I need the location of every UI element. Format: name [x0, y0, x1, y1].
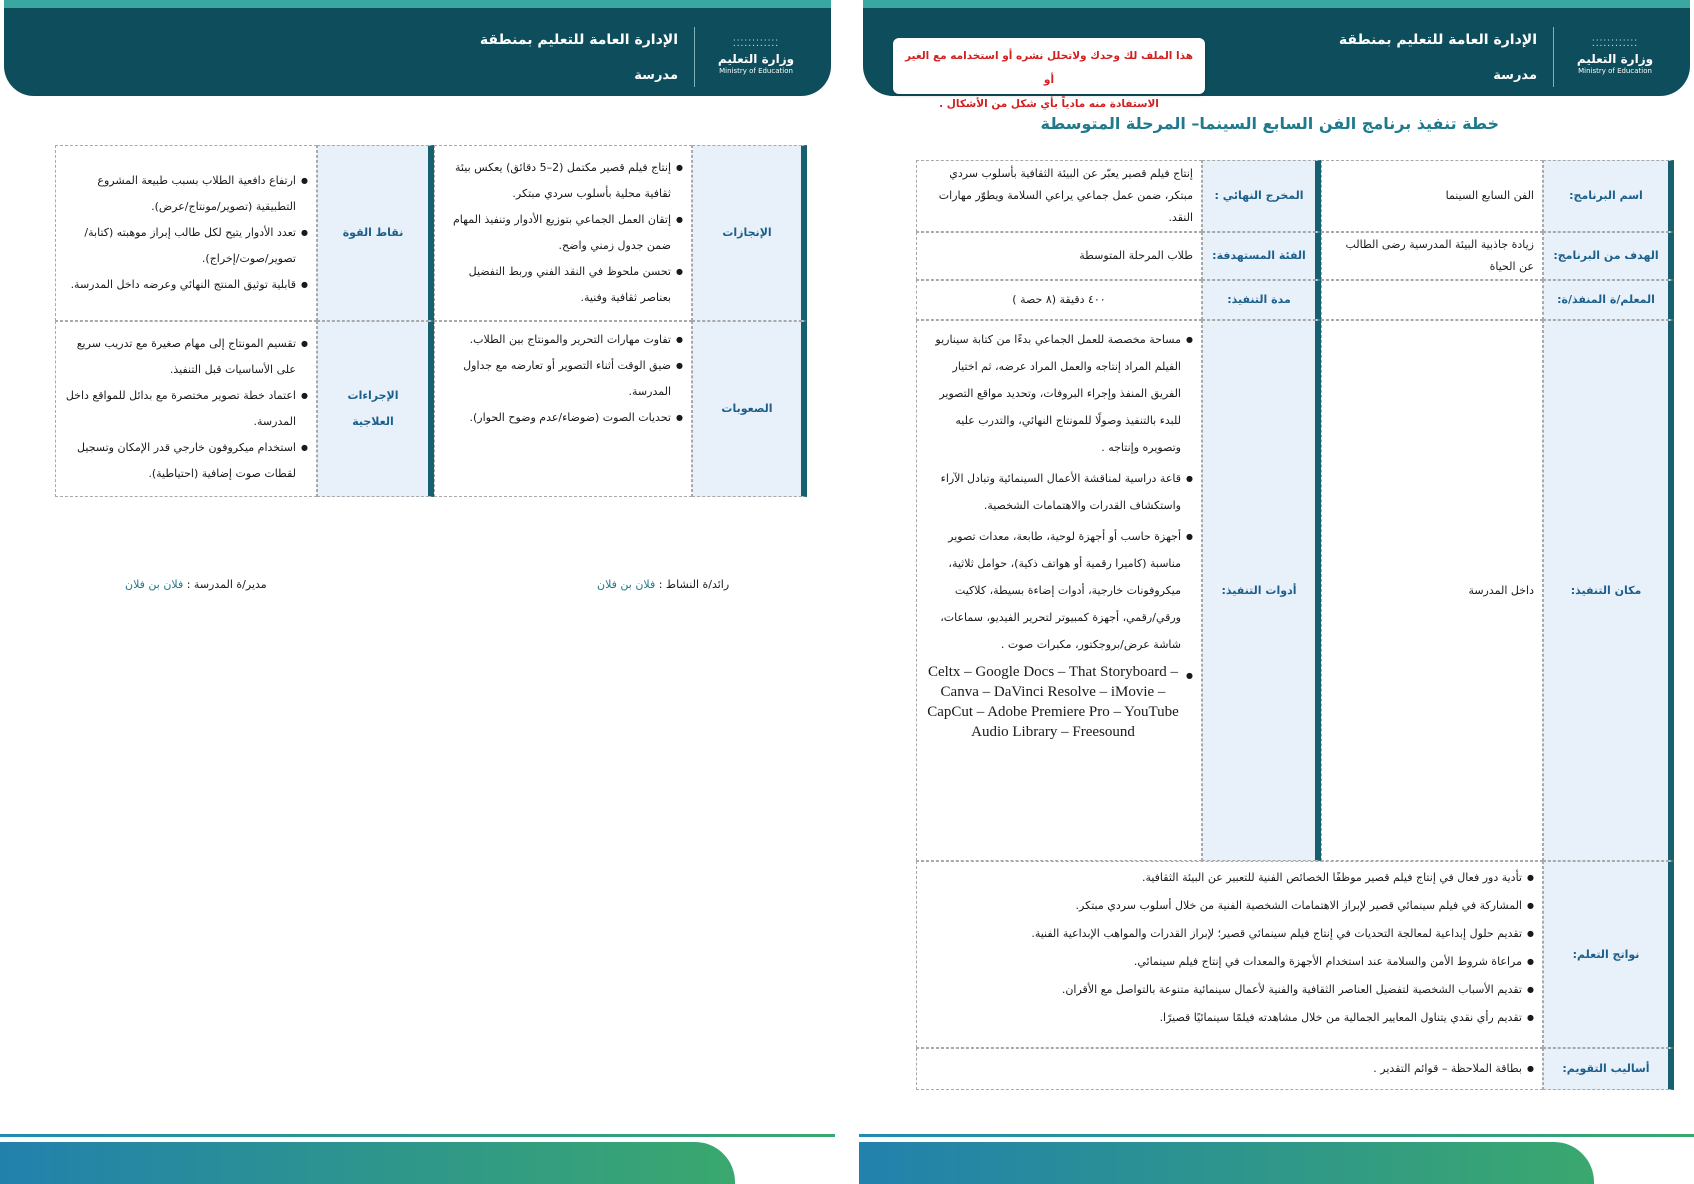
remedial-cell — [55, 321, 317, 497]
table-row: المعلم/ة المنفذ/ة: مدة التنفيذ: ٤٠٠ دقيقة (٨ حصة ) — [916, 280, 1674, 320]
tools-list — [925, 326, 1193, 746]
header-divider — [694, 27, 695, 87]
logo-dots-icon: ⁚⁚⁚⁚⁚⁚⁚⁚⁚⁚⁚⁚ — [732, 38, 780, 49]
tools-cell — [916, 320, 1202, 861]
ministry-logo: ⁚⁚⁚⁚⁚⁚⁚⁚⁚⁚⁚⁚ وزارة التعليم Ministry of Education — [717, 38, 795, 75]
review-page — [0, 0, 835, 1184]
list-item: ● تقديم حلول إبداعية لمعالجة التحديات في إنتاج فيلم سينمائي قصير؛ لإبراز القدرات والمواهب الإبداعية الفنية. — [925, 923, 1534, 945]
list-item: ● تقديم الأسباب الشخصية لتفضيل العناصر الثقافية والفنية لأعمال سينمائية متنوعة بالتواصل مع الأقران. — [925, 979, 1534, 1001]
target-group: طلاب المرحلة المتوسطة — [916, 232, 1202, 280]
list-item: ● تقديم رأي نقدي يتناول المعايير الجمالية من خلال مشاهدته فيلمًا سينمائيًا قصيرًا. — [925, 1007, 1534, 1029]
list-item: ● بطاقة الملاحظة – قوائم التقدير . — [1373, 1058, 1534, 1080]
list-item: ● تحديات الصوت (ضوضاء/عدم وضوح الحوار). — [443, 405, 683, 431]
table-row: أساليب التقويم: ● بطاقة الملاحظة – قوائم التقدير . — [916, 1048, 1674, 1090]
table-row: الإنجازات ● إنتاج فيلم قصير مكتمل (2–5 دقائق) يعكس بيئة ثقافية محلية بأسلوب سردي مبتكر. ● إتقان العمل الجماعي بتوزيع الأدوار وتنفيذ المهام ضمن جدول زمني واضح. ● تحسن ملحوظ في النقد الفني وربط التفضيل بعناصر ثقافية وفنية. نقاط القوة ● ارتفاع دافعية الطلاب بسبب طبيعة المشروع التطبيقية (تصوير/مونتاج/عرض). ● تعدد الأدوار يتيح لكل طالب إبراز موهبته (كتابة/تصوير/صوت/إخراج). ● قابلية توثيق المنتج النهائي وعرضه داخل المدرسة. — [55, 145, 807, 321]
plan-table — [916, 160, 1674, 1090]
table-row: نواتج التعلم: ● تأدية دور فعال في إنتاج فيلم قصير موظفًا الخصائص الفنية للتعبير عن البيئة الثقافية. ● المشاركة في فيلم سينمائي قصير لإبراز الاهتمامات الشخصية الفنية من خلال أسلوب سردي مبتكر. ● تقديم حلول إبداعية لمعالجة التحديات في إنتاج فيلم سينمائي قصير؛ لإبراز القدرات والمواهب الإبداعية الفنية. ● مراعاة شروط الأمن والسلامة عند استخدام الأجهزة والمعدات في إنتاج فيلم سينمائي. ● تقديم الأسباب الشخصية لتفضيل العناصر الثقافية والفنية لأعمال سينمائية متنوعة بالتواصل مع الأقران. ● تقديم رأي نقدي يتناول المعايير الجمالية من خلال مشاهدته فيلمًا سينمائيًا قصيرًا. — [916, 861, 1674, 1048]
table-row: الهدف من البرنامج: زيادة جاذبية البيئة المدرسية رضى الطالب عن الحياة الفئة المستهدفة: طلاب المرحلة المتوسطة — [916, 232, 1674, 280]
list-item: ● قابلية توثيق المنتج النهائي وعرضه داخل المدرسة. — [64, 272, 308, 298]
list-item: ● مساحة مخصصة للعمل الجماعي بدءًا من كتابة سيناريو الفيلم المراد إنتاجه والعمل المراد عرضه، ثم اختيار الفريق المنفذ وإجراء البروفات، وتحديد مواقع التصوير للبدء بالتنفيذ وصولًا للمونتاج النهائي، والتدرب عليه وتصويره وإنتاجه . — [925, 326, 1193, 461]
list-item: ● استخدام ميكروفون خارجي قدر الإمكان وتسجيل لقطات صوت إضافية (احتياطية). — [64, 435, 308, 487]
program-name: الفن السابع السينما — [1321, 160, 1543, 232]
evaluation-cell — [916, 1048, 1543, 1090]
review-table — [55, 145, 807, 497]
achievements-cell — [434, 145, 692, 321]
list-item: ● إنتاج فيلم قصير مكتمل (2–5 دقائق) يعكس بيئة ثقافية محلية بأسلوب سردي مبتكر. — [443, 155, 683, 207]
list-item: ● تعدد الأدوار يتيح لكل طالب إبراز موهبته (كتابة/تصوير/صوت/إخراج). — [64, 220, 308, 272]
software-list: ● Celtx – Google Docs – That Storyboard – Canva – DaVinci Resolve – iMovie – CapCut – Adobe Premiere Pro – YouTube Audio Library – Freesound — [927, 664, 1179, 740]
principal-signature: مدير/ة المدرسة : فلان بن فلان — [125, 578, 267, 591]
school-name: مدرسة — [634, 67, 678, 83]
teacher-name — [1321, 280, 1543, 320]
list-item: ● ضيق الوقت أثناء التصوير أو تعارضه مع جداول المدرسة. — [443, 353, 683, 405]
duration: ٤٠٠ دقيقة (٨ حصة ) — [916, 280, 1202, 320]
page-footer — [0, 1134, 835, 1184]
table-row: اسم البرنامج: الفن السابع السينما المخرج النهائي : إنتاج فيلم قصير يعبّر عن البيئة الثقافية بأسلوب سردي مبتكر، ضمن عمل جماعي يراعي السلامة ويطوّر مهارات النقد. — [916, 160, 1674, 232]
list-item: ● المشاركة في فيلم سينمائي قصير لإبراز الاهتمامات الشخصية الفنية من خلال أسلوب سردي مبتكر. — [925, 895, 1534, 917]
list-item: ● قاعة دراسية لمناقشة الأعمال السينمائية وتبادل الآراء واستكشاف القدرات والاهتمامات الشخصية. — [925, 465, 1193, 519]
copyright-warning: هذا الملف لك وحدك ولاتحلل نشره أو استخدامه مع الغير أو الاستفادة منه مادياً بأي شكل من الأشكال . — [893, 38, 1205, 94]
place: داخل المدرسة — [1321, 320, 1543, 861]
table-row: الصعوبات ● تفاوت مهارات التحرير والمونتاج بين الطلاب. ● ضيق الوقت أثناء التصوير أو تعارضه مع جداول المدرسة. ● تحديات الصوت (ضوضاء/عدم وضوح الحوار). الإجراءات العلاجية ● تقسيم المونتاج إلى مهام صغيرة مع تدريب سريع على الأساسيات قبل التنفيذ. ● اعتماد خطة تصوير مختصرة مع بدائل للمواقع داخل المدرسة. ● استخدام ميكروفون خارجي قدر الإمكان وتسجيل لقطات صوت إضافية (احتياطية). — [55, 321, 807, 497]
page-header — [863, 0, 1690, 110]
directorate-title: الإدارة العامة للتعليم بمنطقة — [479, 31, 678, 48]
list-item: ● تحسن ملحوظ في النقد الفني وربط التفضيل بعناصر ثقافية وفنية. — [443, 259, 683, 311]
list-item — [925, 662, 1193, 742]
list-item: ● تأدية دور فعال في إنتاج فيلم قصير موظفًا الخصائص الفنية للتعبير عن البيئة الثقافية. — [925, 867, 1534, 889]
list-item: ● تفاوت مهارات التحرير والمونتاج بين الطلاب. — [443, 327, 683, 353]
page-title: خطة تنفيذ برنامج الفن السابع السينما– المرحلة المتوسطة — [1040, 114, 1499, 133]
page-header — [4, 0, 831, 96]
table-row: مكان التنفيذ: داخل المدرسة أدوات التنفيذ: ● مساحة مخصصة للعمل الجماعي بدءًا من كتابة سيناريو الفيلم المراد إنتاجه والعمل المراد عرضه، ثم اختيار الفريق المنفذ وإجراء البروفات، وتحديد مواقع التصوير للبدء بالتنفيذ وصولًا للمونتاج النهائي، والتدرب عليه وتصويره وإنتاجه . ● قاعة دراسية لمناقشة الأعمال السينمائية وتبادل الآراء واستكشاف القدرات والاهتمامات الشخصية. ● أجهزة حاسب أو أجهزة لوحية، طابعة، معدات تصوير مناسبة (كاميرا رقمية أو هواتف ذكية)، حوامل ثلاثية، ميكروفونات خارجية، أدوات إضاءة بسيطة، كلاكيت ورقي/رقمي، أجهزة كمبيوتر لتحرير الفيديو، سماعات، شاشة عرض/بروجكتور، مكبرات صوت . ● Celtx – Google Docs – That Storyboard – Canva – DaVinci Resolve – iMovie – CapCut – Adobe Premiere Pro – YouTube Audio Library – Freesound — [916, 320, 1674, 861]
strengths-cell — [55, 145, 317, 321]
header-divider — [1553, 27, 1554, 87]
ministry-logo: ⁚⁚⁚⁚⁚⁚⁚⁚⁚⁚⁚⁚ وزارة التعليم Ministry of Education — [1576, 38, 1654, 75]
list-item: ● مراعاة شروط الأمن والسلامة عند استخدام الأجهزة والمعدات في إنتاج فيلم سينمائي. — [925, 951, 1534, 973]
outcomes-list — [925, 867, 1534, 1035]
final-output: إنتاج فيلم قصير يعبّر عن البيئة الثقافية بأسلوب سردي مبتكر، ضمن عمل جماعي يراعي السلامة ويطوّر مهارات النقد. — [916, 160, 1202, 232]
activity-leader-signature: رائد/ة النشاط : فلان بن فلان — [597, 578, 730, 591]
plan-page — [859, 0, 1694, 1184]
program-goal: زيادة جاذبية البيئة المدرسية رضى الطالب عن الحياة — [1321, 232, 1543, 280]
directorate-title: الإدارة العامة للتعليم بمنطقة — [1338, 31, 1537, 48]
list-item: ● إتقان العمل الجماعي بتوزيع الأدوار وتنفيذ المهام ضمن جدول زمني واضح. — [443, 207, 683, 259]
logo-dots-icon: ⁚⁚⁚⁚⁚⁚⁚⁚⁚⁚⁚⁚ — [1591, 38, 1639, 49]
list-item: ● أجهزة حاسب أو أجهزة لوحية، طابعة، معدات تصوير مناسبة (كاميرا رقمية أو هواتف ذكية)، حوامل ثلاثية، ميكروفونات خارجية، أدوات إضاءة بسيطة، كلاكيت ورقي/رقمي، أجهزة كمبيوتر لتحرير الفيديو، سماعات، شاشة عرض/بروجكتور، مكبرات صوت . — [925, 523, 1193, 658]
school-name: مدرسة — [1493, 67, 1537, 83]
list-item: ● ارتفاع دافعية الطلاب بسبب طبيعة المشروع التطبيقية (تصوير/مونتاج/عرض). — [64, 168, 308, 220]
difficulties-cell — [434, 321, 692, 497]
list-item: ● اعتماد خطة تصوير مختصرة مع بدائل للمواقع داخل المدرسة. — [64, 383, 308, 435]
list-item: ● تقسيم المونتاج إلى مهام صغيرة مع تدريب سريع على الأساسيات قبل التنفيذ. — [64, 331, 308, 383]
page-footer — [859, 1134, 1694, 1184]
outcomes-cell — [916, 861, 1543, 1048]
